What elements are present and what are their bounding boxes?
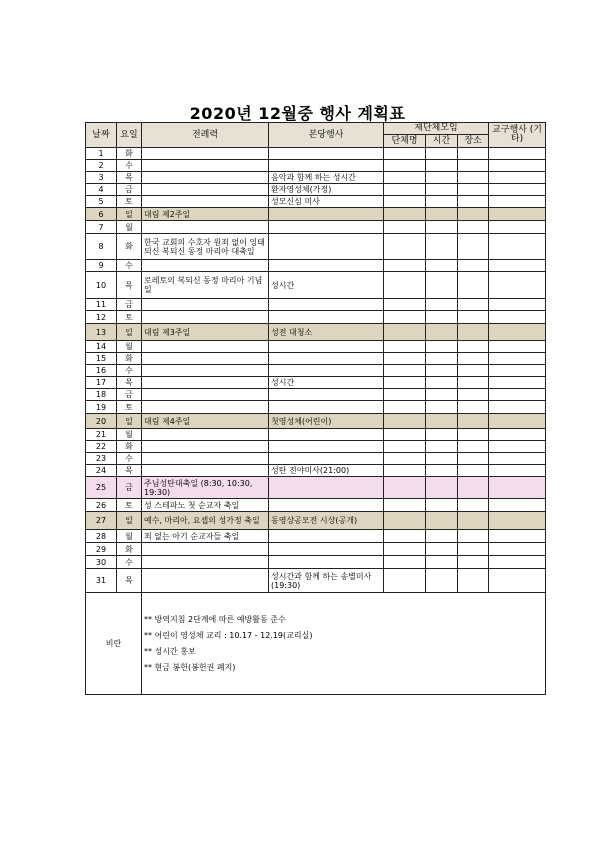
group-place-cell — [458, 299, 489, 311]
liturgy-cell — [142, 148, 269, 160]
group-place-cell — [458, 477, 489, 499]
group-time-cell — [426, 324, 458, 341]
parish-cell — [269, 389, 384, 401]
parish-cell — [269, 429, 384, 441]
table-row — [86, 221, 546, 234]
remark-item: ** 현금 봉헌(봉헌권 폐지) — [144, 662, 236, 672]
group-place-cell — [458, 389, 489, 401]
liturgy-cell — [142, 569, 269, 593]
parish-cell: 첫영성체(어린이) — [269, 414, 384, 429]
table-row — [86, 365, 546, 377]
liturgy-cell — [142, 311, 269, 324]
header-parish: 본당행사 — [269, 123, 384, 148]
group-name-cell — [384, 172, 426, 184]
table-row — [86, 160, 546, 172]
group-time-cell — [426, 221, 458, 234]
liturgy-cell — [142, 353, 269, 365]
parish-cell — [269, 299, 384, 311]
date-cell: 16 — [86, 365, 117, 377]
day-cell: 화 — [117, 148, 142, 160]
liturgy-cell — [142, 299, 269, 311]
group-time-cell — [426, 234, 458, 260]
group-place-cell — [458, 324, 489, 341]
day-cell: 금 — [117, 184, 142, 196]
table-row — [86, 389, 546, 401]
group-place-cell — [458, 184, 489, 196]
group-place-cell — [458, 414, 489, 429]
remark-item: ** 방역지침 2단계에 따른 예방활동 준수 — [144, 614, 286, 624]
liturgy-cell — [142, 184, 269, 196]
group-time-cell — [426, 441, 458, 453]
date-cell: 22 — [86, 441, 117, 453]
diocese-cell — [489, 196, 546, 208]
date-cell: 9 — [86, 260, 117, 272]
diocese-cell — [489, 453, 546, 465]
table-row — [86, 556, 546, 569]
group-time-cell — [426, 377, 458, 389]
group-time-cell — [426, 196, 458, 208]
group-time-cell — [426, 499, 458, 512]
table-row — [86, 341, 546, 353]
diocese-cell — [489, 556, 546, 569]
day-cell: 화 — [117, 441, 142, 453]
group-name-cell — [384, 543, 426, 556]
date-cell: 13 — [86, 324, 117, 341]
liturgy-cell: 한국 교회의 수호자 원죄 없이 잉태되신 복되신 동정 마리아 대축일 — [142, 234, 269, 260]
group-time-cell — [426, 556, 458, 569]
group-name-cell — [384, 429, 426, 441]
liturgy-cell — [142, 377, 269, 389]
group-place-cell — [458, 401, 489, 414]
diocese-cell — [489, 272, 546, 299]
table-row — [86, 441, 546, 453]
parish-cell: 성전 대청소 — [269, 324, 384, 341]
group-time-cell — [426, 341, 458, 353]
parish-cell — [269, 160, 384, 172]
table-row — [86, 543, 546, 556]
parish-cell — [269, 234, 384, 260]
group-time-cell — [426, 208, 458, 221]
day-cell: 일 — [117, 208, 142, 221]
table-row — [86, 377, 546, 389]
group-name-cell — [384, 353, 426, 365]
date-cell: 14 — [86, 341, 117, 353]
group-time-cell — [426, 353, 458, 365]
group-name-cell — [384, 477, 426, 499]
liturgy-cell: 주님성탄대축일 (8:30, 10:30, 19:30) — [142, 477, 269, 499]
group-name-cell — [384, 324, 426, 341]
group-place-cell — [458, 377, 489, 389]
group-place-cell — [458, 196, 489, 208]
date-cell: 24 — [86, 465, 117, 477]
date-cell: 28 — [86, 530, 117, 543]
group-name-cell — [384, 569, 426, 593]
day-cell: 토 — [117, 401, 142, 414]
date-cell: 1 — [86, 148, 117, 160]
date-cell: 27 — [86, 512, 117, 530]
day-cell: 목 — [117, 569, 142, 593]
liturgy-cell: 로레토의 복되신 동정 마리아 기념일 — [142, 272, 269, 299]
date-cell: 23 — [86, 453, 117, 465]
group-name-cell — [384, 414, 426, 429]
table-row — [86, 172, 546, 184]
day-cell: 목 — [117, 465, 142, 477]
liturgy-cell: 대림 제3주일 — [142, 324, 269, 341]
parish-cell: 성시간 — [269, 377, 384, 389]
date-cell: 17 — [86, 377, 117, 389]
diocese-cell — [489, 389, 546, 401]
diocese-cell — [489, 530, 546, 543]
table-row — [86, 148, 546, 160]
day-cell: 목 — [117, 172, 142, 184]
group-place-cell — [458, 272, 489, 299]
table-row — [86, 260, 546, 272]
liturgy-cell: 대림 제2주일 — [142, 208, 269, 221]
parish-cell — [269, 353, 384, 365]
header-diocese: 교구행사 (기타) — [489, 123, 546, 148]
liturgy-cell — [142, 441, 269, 453]
table-row — [86, 196, 546, 208]
schedule-body — [86, 148, 546, 593]
liturgy-cell — [142, 465, 269, 477]
group-place-cell — [458, 260, 489, 272]
group-time-cell — [426, 260, 458, 272]
date-cell: 25 — [86, 477, 117, 499]
group-place-cell — [458, 208, 489, 221]
group-time-cell — [426, 465, 458, 477]
day-cell: 토 — [117, 499, 142, 512]
day-cell: 월 — [117, 221, 142, 234]
date-cell: 31 — [86, 569, 117, 593]
liturgy-cell — [142, 556, 269, 569]
table-row — [86, 530, 546, 543]
group-name-cell — [384, 453, 426, 465]
schedule-table — [85, 122, 546, 695]
day-cell: 월 — [117, 530, 142, 543]
parish-cell — [269, 556, 384, 569]
header-date: 날짜 — [86, 123, 117, 148]
day-cell: 금 — [117, 477, 142, 499]
date-cell: 12 — [86, 311, 117, 324]
diocese-cell — [489, 477, 546, 499]
group-name-cell — [384, 499, 426, 512]
liturgy-cell — [142, 543, 269, 556]
day-cell: 목 — [117, 272, 142, 299]
diocese-cell — [489, 414, 546, 429]
group-name-cell — [384, 465, 426, 477]
table-row — [86, 499, 546, 512]
date-cell: 8 — [86, 234, 117, 260]
group-place-cell — [458, 429, 489, 441]
parish-cell — [269, 477, 384, 499]
date-cell: 7 — [86, 221, 117, 234]
parish-cell — [269, 221, 384, 234]
liturgy-cell: 대림 제4주일 — [142, 414, 269, 429]
table-row — [86, 299, 546, 311]
group-place-cell — [458, 453, 489, 465]
day-cell: 금 — [117, 299, 142, 311]
table-row — [86, 414, 546, 429]
group-name-cell — [384, 512, 426, 530]
header-group: 제단체모임 — [384, 123, 489, 135]
date-cell: 15 — [86, 353, 117, 365]
parish-cell — [269, 401, 384, 414]
diocese-cell — [489, 160, 546, 172]
table-row — [86, 401, 546, 414]
group-name-cell — [384, 208, 426, 221]
group-place-cell — [458, 543, 489, 556]
parish-cell — [269, 543, 384, 556]
group-time-cell — [426, 512, 458, 530]
diocese-cell — [489, 441, 546, 453]
diocese-cell — [489, 299, 546, 311]
group-time-cell — [426, 311, 458, 324]
parish-cell — [269, 341, 384, 353]
date-cell: 5 — [86, 196, 117, 208]
table-row — [86, 234, 546, 260]
day-cell: 일 — [117, 414, 142, 429]
remarks-label: 비란 — [86, 593, 142, 695]
group-place-cell — [458, 556, 489, 569]
liturgy-cell — [142, 401, 269, 414]
group-time-cell — [426, 453, 458, 465]
date-cell: 11 — [86, 299, 117, 311]
header-day: 요일 — [117, 123, 142, 148]
parish-cell: 성시간과 함께 하는 송별미사(19:30) — [269, 569, 384, 593]
table-row — [86, 311, 546, 324]
parish-cell: 동영상공모전 시상(공개) — [269, 512, 384, 530]
group-place-cell — [458, 499, 489, 512]
day-cell: 수 — [117, 160, 142, 172]
group-name-cell — [384, 365, 426, 377]
parish-cell — [269, 453, 384, 465]
group-place-cell — [458, 221, 489, 234]
table-row — [86, 324, 546, 341]
diocese-cell — [489, 184, 546, 196]
group-name-cell — [384, 260, 426, 272]
group-time-cell — [426, 365, 458, 377]
diocese-cell — [489, 324, 546, 341]
table-row — [86, 272, 546, 299]
parish-cell: 음악과 함께 하는 성시간 — [269, 172, 384, 184]
diocese-cell — [489, 365, 546, 377]
group-name-cell — [384, 311, 426, 324]
day-cell: 토 — [117, 196, 142, 208]
table-row — [86, 569, 546, 593]
day-cell: 수 — [117, 453, 142, 465]
diocese-cell — [489, 260, 546, 272]
group-time-cell — [426, 401, 458, 414]
date-cell: 29 — [86, 543, 117, 556]
group-time-cell — [426, 543, 458, 556]
date-cell: 10 — [86, 272, 117, 299]
date-cell: 30 — [86, 556, 117, 569]
date-cell: 6 — [86, 208, 117, 221]
parish-cell — [269, 260, 384, 272]
liturgy-cell: 예수, 마리아, 요셉의 성가정 축일 — [142, 512, 269, 530]
remarks-row — [86, 593, 546, 695]
parish-cell: 성시간 — [269, 272, 384, 299]
liturgy-cell — [142, 260, 269, 272]
table-row — [86, 512, 546, 530]
date-cell: 2 — [86, 160, 117, 172]
day-cell: 토 — [117, 311, 142, 324]
diocese-cell — [489, 311, 546, 324]
day-cell: 금 — [117, 389, 142, 401]
day-cell: 화 — [117, 234, 142, 260]
diocese-cell — [489, 221, 546, 234]
date-cell: 26 — [86, 499, 117, 512]
diocese-cell — [489, 465, 546, 477]
day-cell: 월 — [117, 341, 142, 353]
day-cell: 일 — [117, 512, 142, 530]
date-cell: 21 — [86, 429, 117, 441]
liturgy-cell — [142, 365, 269, 377]
group-time-cell — [426, 530, 458, 543]
group-name-cell — [384, 196, 426, 208]
header-group-name: 단체명 — [384, 135, 426, 148]
table-row — [86, 465, 546, 477]
group-name-cell — [384, 148, 426, 160]
date-cell: 19 — [86, 401, 117, 414]
date-cell: 3 — [86, 172, 117, 184]
group-place-cell — [458, 160, 489, 172]
liturgy-cell: 죄 없는 아기 순교자들 축일 — [142, 530, 269, 543]
diocese-cell — [489, 341, 546, 353]
diocese-cell — [489, 353, 546, 365]
diocese-cell — [489, 512, 546, 530]
group-place-cell — [458, 353, 489, 365]
diocese-cell — [489, 429, 546, 441]
liturgy-cell — [142, 453, 269, 465]
group-name-cell — [384, 556, 426, 569]
table-row — [86, 184, 546, 196]
diocese-cell — [489, 148, 546, 160]
day-cell: 일 — [117, 324, 142, 341]
liturgy-cell — [142, 196, 269, 208]
group-place-cell — [458, 341, 489, 353]
group-place-cell — [458, 512, 489, 530]
parish-cell: 성탄 전야미사(21:00) — [269, 465, 384, 477]
header-group-place: 장소 — [458, 135, 489, 148]
parish-cell — [269, 208, 384, 221]
diocese-cell — [489, 499, 546, 512]
parish-cell — [269, 499, 384, 512]
parish-cell — [269, 148, 384, 160]
diocese-cell — [489, 569, 546, 593]
date-cell: 4 — [86, 184, 117, 196]
group-name-cell — [384, 377, 426, 389]
table-row — [86, 477, 546, 499]
group-time-cell — [426, 414, 458, 429]
group-name-cell — [384, 272, 426, 299]
diocese-cell — [489, 401, 546, 414]
group-name-cell — [384, 341, 426, 353]
group-place-cell — [458, 365, 489, 377]
liturgy-cell — [142, 221, 269, 234]
header-group-time: 시간 — [426, 135, 458, 148]
group-name-cell — [384, 389, 426, 401]
day-cell: 수 — [117, 556, 142, 569]
group-name-cell — [384, 299, 426, 311]
group-place-cell — [458, 441, 489, 453]
remark-item: ** 성시간 홍보 — [144, 646, 196, 656]
liturgy-cell — [142, 341, 269, 353]
group-time-cell — [426, 172, 458, 184]
diocese-cell — [489, 208, 546, 221]
day-cell: 화 — [117, 353, 142, 365]
group-name-cell — [384, 221, 426, 234]
table-row — [86, 353, 546, 365]
group-place-cell — [458, 465, 489, 477]
liturgy-cell: 성 스테파노 첫 순교자 축일 — [142, 499, 269, 512]
group-place-cell — [458, 234, 489, 260]
diocese-cell — [489, 377, 546, 389]
group-time-cell — [426, 184, 458, 196]
group-name-cell — [384, 530, 426, 543]
group-time-cell — [426, 148, 458, 160]
diocese-cell — [489, 234, 546, 260]
liturgy-cell — [142, 160, 269, 172]
group-time-cell — [426, 389, 458, 401]
group-time-cell — [426, 569, 458, 593]
group-place-cell — [458, 172, 489, 184]
header-liturgy: 전례력 — [142, 123, 269, 148]
parish-cell — [269, 530, 384, 543]
group-name-cell — [384, 184, 426, 196]
group-place-cell — [458, 148, 489, 160]
parish-cell — [269, 311, 384, 324]
table-row — [86, 208, 546, 221]
liturgy-cell — [142, 429, 269, 441]
group-name-cell — [384, 401, 426, 414]
day-cell: 화 — [117, 543, 142, 556]
remark-item: ** 어린이 영성체 교리 : 10.17 - 12.19(교리실) — [144, 630, 313, 640]
group-time-cell — [426, 429, 458, 441]
group-time-cell — [426, 477, 458, 499]
remarks-cell — [142, 593, 546, 695]
parish-cell: 성모신심 미사 — [269, 196, 384, 208]
group-time-cell — [426, 160, 458, 172]
group-place-cell — [458, 569, 489, 593]
table-row — [86, 453, 546, 465]
date-cell: 18 — [86, 389, 117, 401]
group-name-cell — [384, 441, 426, 453]
group-time-cell — [426, 299, 458, 311]
parish-cell — [269, 365, 384, 377]
group-place-cell — [458, 311, 489, 324]
group-time-cell — [426, 272, 458, 299]
page-title: 2020년 12월중 행사 계획표 — [189, 104, 406, 123]
diocese-cell — [489, 543, 546, 556]
diocese-cell — [489, 172, 546, 184]
liturgy-cell — [142, 172, 269, 184]
day-cell: 수 — [117, 365, 142, 377]
parish-cell — [269, 441, 384, 453]
day-cell: 수 — [117, 260, 142, 272]
day-cell: 월 — [117, 429, 142, 441]
group-name-cell — [384, 234, 426, 260]
liturgy-cell — [142, 389, 269, 401]
group-place-cell — [458, 530, 489, 543]
table-row — [86, 429, 546, 441]
parish-cell: 환자영성체(가정) — [269, 184, 384, 196]
date-cell: 20 — [86, 414, 117, 429]
day-cell: 목 — [117, 377, 142, 389]
group-name-cell — [384, 160, 426, 172]
